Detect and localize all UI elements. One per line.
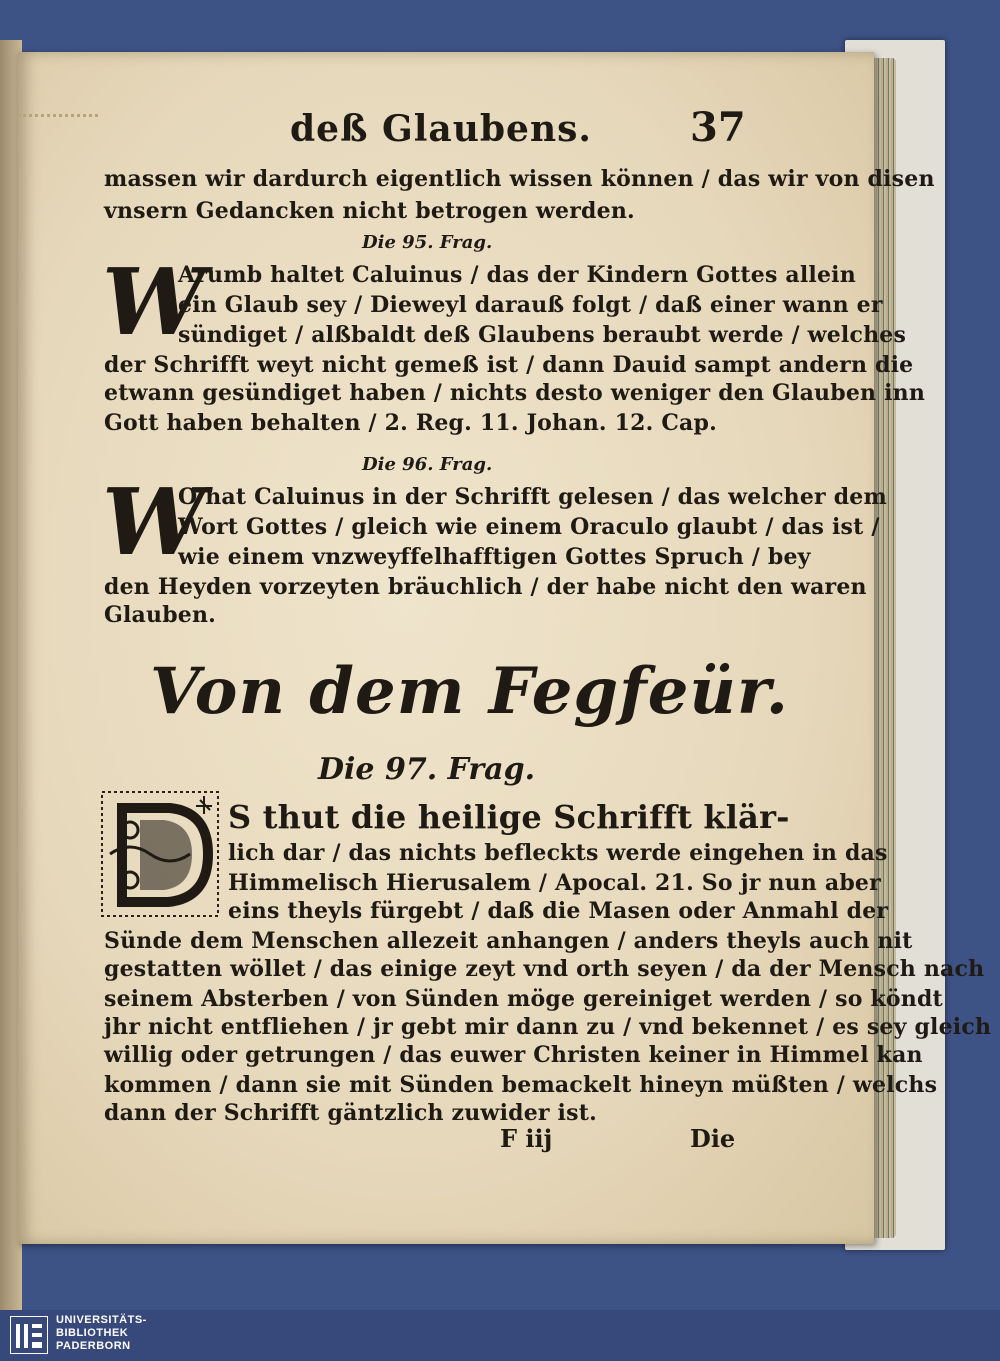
text-line: jhr nicht entfliehen / jr gebt mir dann zu / vnd bekennet / es sey gleich (104, 1014, 992, 1040)
text-line: Sünde dem Menschen allezeit anhangen / anders theyls auch nit (104, 928, 913, 954)
text-line: gestatten wöllet / das einige zeyt vnd orth seyen / da der Mensch nach (104, 956, 985, 982)
page-number: 37 (690, 104, 746, 151)
text-line: lich dar / das nichts befleckts werde eingehen in das (228, 840, 888, 866)
text-line: Arumb haltet Caluinus / das der Kindern Gottes allein (178, 262, 856, 288)
text-line: Glauben. (104, 602, 217, 628)
text-line: seinem Absterben / von Sünden möge gereiniget werden / so köndt (104, 986, 943, 1012)
drop-cap-initial: W (102, 248, 206, 356)
text-line: Wort Gottes / gleich wie einem Oraculo glaubt / das ist / (178, 514, 880, 540)
text-line: willig oder getrungen / das euwer Christen keiner in Himmel kan (104, 1042, 923, 1068)
text-line: massen wir dardurch eigentlich wissen können / das wir von disen (104, 166, 935, 192)
library-name (56, 1314, 147, 1353)
text-line: kommen / dann sie mit Sünden bemackelt hineyn müßten / welchs (104, 1072, 938, 1098)
text-line: dann der Schrifft gäntzlich zuwider ist. (104, 1100, 597, 1126)
text-line: eins theyls fürgebt / daß die Masen oder Anmahl der (228, 898, 889, 924)
library-footer (0, 1310, 1000, 1361)
library-name-line: BIBLIOTHEK (56, 1327, 129, 1339)
library-logo-icon (10, 1316, 48, 1354)
question-97-caption: Die 97. Frag. (318, 752, 536, 787)
text-line: Gott haben behalten / 2. Reg. 11. Johan. 12. Cap. (104, 410, 717, 436)
drop-cap-initial: W (102, 468, 206, 576)
question-95-caption: Die 95. Frag. (362, 232, 493, 253)
text-line: O hat Caluinus in der Schrifft gelesen / das welcher dem (178, 484, 887, 510)
text-line: ein Glaub sey / Dieweyl darauß folgt / daß einer wann er (178, 292, 883, 318)
text-line: wie einem vnzweyffelhafftigen Gottes Spruch / bey (178, 544, 811, 570)
catchword: Die (690, 1124, 736, 1153)
text-line: den Heyden vorzeyten bräuchlich / der habe nicht den waren (104, 574, 867, 600)
library-name-line: PADERBORN (56, 1340, 131, 1352)
binding-stitch (18, 114, 98, 127)
text-line: etwann gesündiget haben / nichts desto weniger den Glauben inn (104, 380, 926, 406)
text-line: sündiget / alßbaldt deß Glaubens beraubt werde / welches (178, 322, 907, 348)
running-title: deß Glaubens. (290, 108, 592, 150)
text-line: der Schrifft weyt nicht gemeß ist / dann Dauid sampt andern die (104, 352, 914, 378)
ornate-initial-d-icon (100, 790, 220, 918)
section-title: Von dem Fegfeür. (150, 654, 790, 729)
library-name-line: UNIVERSITÄTS- (56, 1314, 147, 1326)
question-96-caption: Die 96. Frag. (362, 454, 493, 475)
text-line: vnsern Gedancken nicht betrogen werden. (104, 198, 635, 224)
signature-mark: F iij (500, 1124, 553, 1153)
text-line: Himmelisch Hierusalem / Apocal. 21. So jr nun aber (228, 870, 881, 896)
text-line: S thut die heilige Schrifft klär- (228, 798, 790, 836)
